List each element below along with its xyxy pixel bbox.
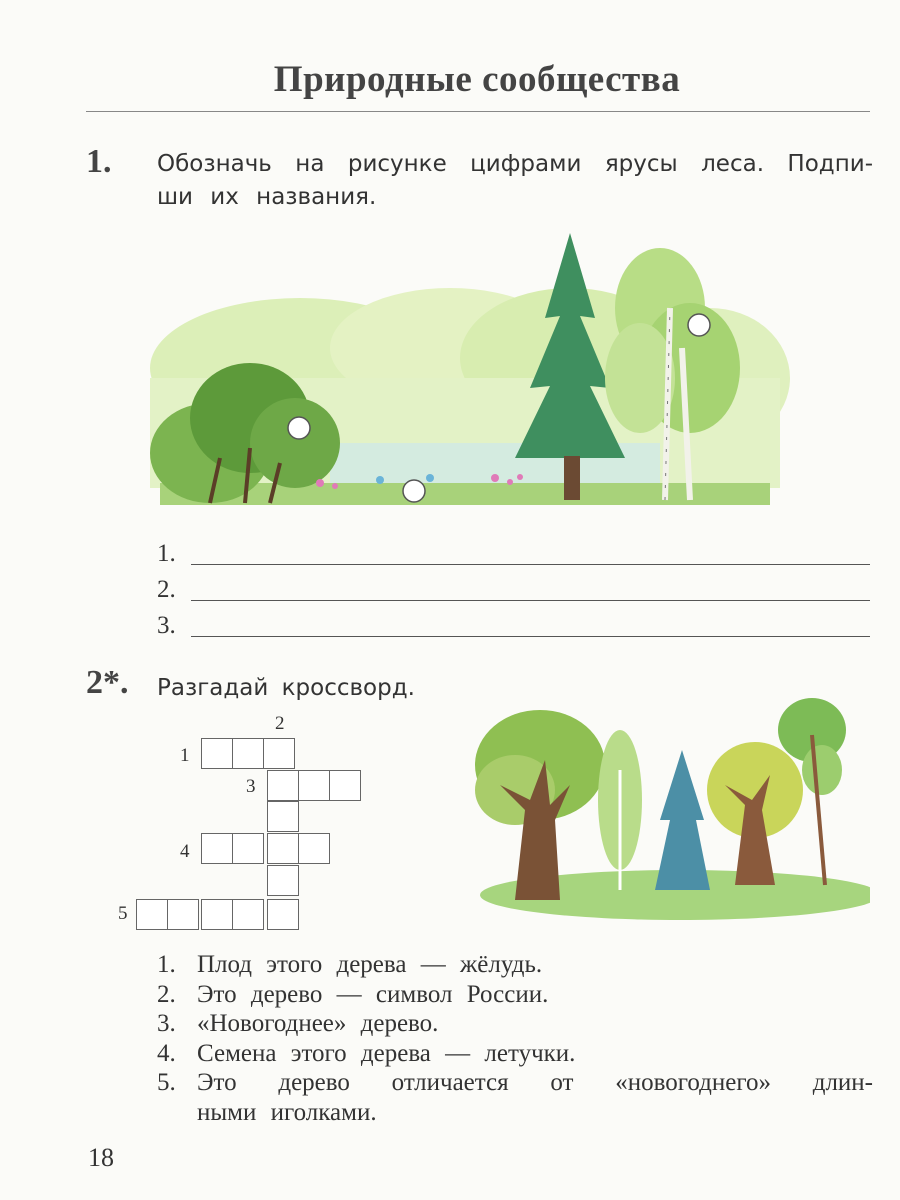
crossword-cell[interactable] <box>232 899 264 930</box>
clue-number: 2. <box>157 980 176 1008</box>
crossword-cell[interactable] <box>201 833 233 864</box>
clue-number: 3. <box>157 1010 176 1037</box>
task2-text: Разгадай кроссворд. <box>157 675 415 701</box>
answer-line[interactable] <box>191 636 870 637</box>
crossword-cell[interactable] <box>232 833 264 864</box>
clue-text: Это дерево — символ России. <box>197 980 549 1008</box>
answer-label: 1. <box>157 540 176 567</box>
clue-number: 4. <box>157 1039 176 1067</box>
layer-marker-circle-1[interactable] <box>288 417 310 439</box>
crossword-number-5: 5 <box>118 903 128 924</box>
answer-label: 3. <box>157 612 176 639</box>
clue-item <box>157 950 873 980</box>
clue-text: «Новогоднее» дерево. <box>197 1010 439 1037</box>
answer-line[interactable] <box>191 600 870 601</box>
crossword-number-1: 1 <box>180 745 190 766</box>
task1-text-line1: Обозначь на рисунке цифрами ярусы леса. Подпи- <box>157 151 873 177</box>
crossword-cell[interactable] <box>267 899 299 930</box>
answer-row[interactable] <box>157 610 870 646</box>
clue-item <box>157 1068 873 1098</box>
layer-marker-circle-2[interactable] <box>688 314 710 336</box>
crossword-cell[interactable] <box>267 801 299 832</box>
clue-text: Семена этого дерева — летучки. <box>197 1039 576 1067</box>
crossword-number-3: 3 <box>246 776 256 797</box>
page-number: 18 <box>88 1143 114 1172</box>
task1-number: 1. <box>86 143 112 180</box>
clue-text: Плод этого дерева — жёлудь. <box>197 951 543 978</box>
forest-layers-illustration <box>150 228 790 510</box>
crossword-cell[interactable] <box>201 899 233 930</box>
crossword-cell[interactable] <box>232 738 264 769</box>
answer-line[interactable] <box>191 564 870 565</box>
answer-row[interactable] <box>157 574 870 610</box>
crossword-clues <box>157 950 873 1127</box>
crossword-cell[interactable] <box>298 833 330 864</box>
page-title: Природные сообщества <box>273 59 681 100</box>
crossword-cell[interactable] <box>136 899 168 930</box>
crossword-cell[interactable] <box>329 770 361 801</box>
trees-illustration <box>470 690 870 925</box>
answer-row[interactable] <box>157 538 870 574</box>
task1-text-line2: ши их названия. <box>157 184 377 210</box>
clue-item-continuation <box>157 1098 873 1128</box>
crossword-number-4: 4 <box>180 841 190 862</box>
clue-number: 1. <box>157 951 176 978</box>
crossword-cell[interactable] <box>298 770 330 801</box>
crossword-cell[interactable] <box>201 738 233 769</box>
title-rule <box>86 111 870 112</box>
task2-number: 2*. <box>86 664 129 701</box>
crossword-grid <box>110 705 380 935</box>
crossword-cell[interactable] <box>267 833 299 864</box>
clue-text: ными иголками. <box>197 1098 377 1126</box>
clue-item <box>157 1039 873 1069</box>
clue-item <box>157 980 873 1010</box>
clue-item <box>157 1009 873 1039</box>
crossword-cell[interactable] <box>263 738 295 769</box>
clue-text: Это дерево отличается от «новогоднего» длин- <box>197 1069 873 1096</box>
crossword-cell[interactable] <box>167 899 199 930</box>
answer-lines <box>157 538 870 646</box>
crossword-cell[interactable] <box>267 770 299 801</box>
layer-marker-circle-3[interactable] <box>403 480 425 502</box>
crossword-cell[interactable] <box>267 865 299 896</box>
crossword-number-2: 2 <box>275 713 285 734</box>
answer-label: 2. <box>157 576 176 603</box>
clue-number: 5. <box>157 1069 176 1096</box>
